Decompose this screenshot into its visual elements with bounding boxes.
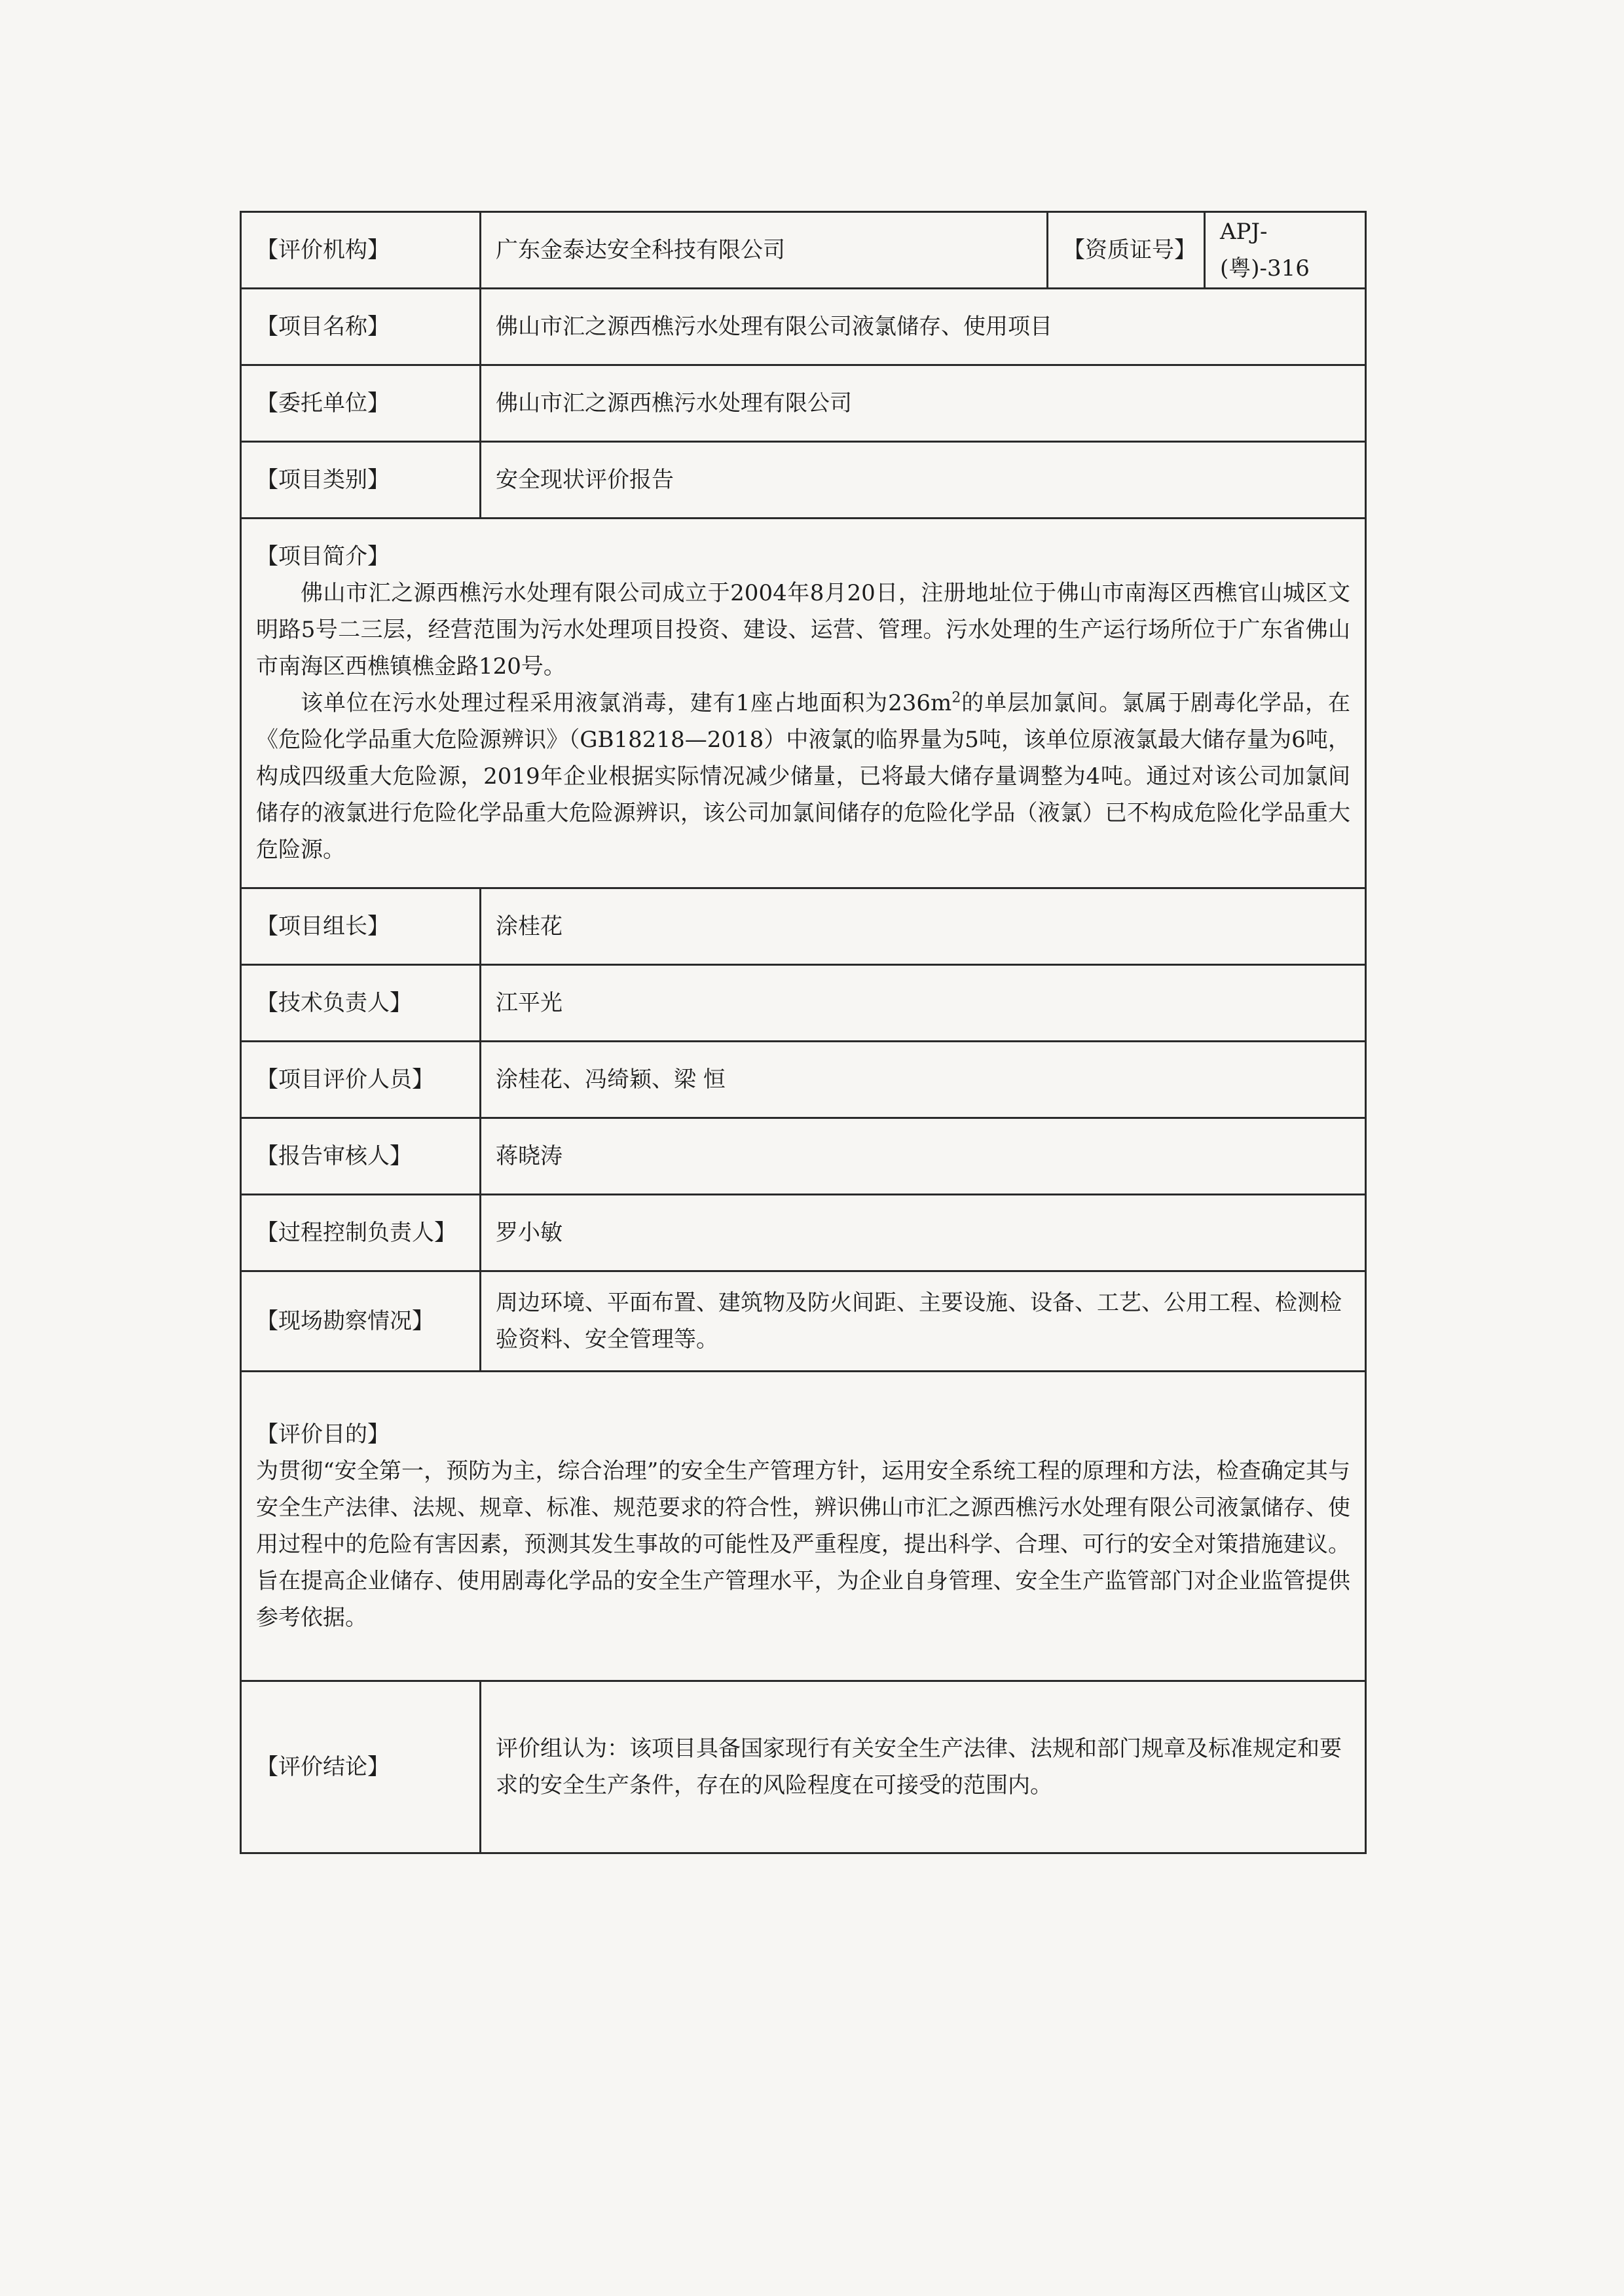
value-technical-lead: 江平光 — [481, 965, 1366, 1042]
row-site-survey — [241, 1271, 1366, 1372]
value-evaluators: 涂桂花、冯绮颖、梁 恒 — [481, 1042, 1366, 1118]
label-client: 【委托单位】 — [241, 365, 481, 442]
label-technical-lead: 【技术负责人】 — [241, 965, 481, 1042]
intro-p2-start: 该单位在污水处理过程采用液氯消毒，建有1座占地面积为236m — [301, 690, 952, 716]
evaluation-purpose-block — [241, 1372, 1366, 1681]
value-client: 佛山市汇之源西樵污水处理有限公司 — [481, 365, 1366, 442]
project-intro-block — [241, 519, 1366, 888]
label-evaluators: 【项目评价人员】 — [241, 1042, 481, 1118]
label-evaluation-org: 【评价机构】 — [241, 212, 481, 289]
label-site-survey: 【现场勘察情况】 — [241, 1271, 481, 1372]
value-project-name: 佛山市汇之源西樵污水处理有限公司液氯储存、使用项目 — [481, 289, 1366, 365]
value-report-reviewer: 蒋晓涛 — [481, 1118, 1366, 1195]
value-site-survey: 周边环境、平面布置、建筑物及防火间距、主要设施、设备、工艺、公用工程、检测检验资料、安全管理等。 — [481, 1271, 1366, 1372]
value-project-category: 安全现状评价报告 — [481, 442, 1366, 519]
project-intro-title: 【项目简介】 — [256, 543, 390, 570]
row-project-leader — [241, 888, 1366, 965]
project-intro-paragraph-1: 佛山市汇之源西樵污水处理有限公司成立于2004年8月20日，注册地址位于佛山市南海区西樵官山城区文明路5号二三层，经营范围为污水处理项目投资、建设、运营、管理。污水处理的生产运行场所位于广东省佛山市南海区西樵镇樵金路120号。 — [256, 580, 1350, 680]
row-evaluation-purpose — [241, 1372, 1366, 1681]
label-project-category: 【项目类别】 — [241, 442, 481, 519]
value-cert-number: APJ-(粤)-316 — [1205, 212, 1366, 289]
evaluation-purpose-text: 为贯彻“安全第一，预防为主，综合治理”的安全生产管理方针，运用安全系统工程的原理和方法，检查确定其与安全生产法律、法规、规章、标准、规范要求的符合性，辨识佛山市汇之源西樵污水处理有限公司液氯储存、使用过程中的危险有害因素，预测其发生事故的可能性及严重程度，提出科学、合理、可行的安全对策措施建议。旨在提高企业储存、使用剧毒化学品的安全生产管理水平，为企业自身管理、安全生产监管部门对企业监管提供参考依据。 — [256, 1458, 1350, 1631]
value-process-control: 罗小敏 — [481, 1195, 1366, 1271]
row-client — [241, 365, 1366, 442]
row-project-name — [241, 289, 1366, 365]
label-process-control: 【过程控制负责人】 — [241, 1195, 481, 1271]
label-project-leader: 【项目组长】 — [241, 888, 481, 965]
label-cert-number: 【资质证号】 — [1048, 212, 1205, 289]
row-evaluation-org — [241, 212, 1366, 289]
label-project-name: 【项目名称】 — [241, 289, 481, 365]
area-superscript: 2 — [951, 689, 961, 706]
row-evaluators — [241, 1042, 1366, 1118]
row-project-intro — [241, 519, 1366, 888]
row-project-category — [241, 442, 1366, 519]
label-evaluation-conclusion: 【评价结论】 — [241, 1681, 481, 1853]
row-report-reviewer — [241, 1118, 1366, 1195]
value-project-leader: 涂桂花 — [481, 888, 1366, 965]
row-process-control — [241, 1195, 1366, 1271]
row-technical-lead — [241, 965, 1366, 1042]
label-report-reviewer: 【报告审核人】 — [241, 1118, 481, 1195]
intro-p2-rest: 的单层加氯间。氯属于剧毒化学品，在《危险化学品重大危险源辨识》（GB18218—2018）中液氯的临界量为5吨，该单位原液氯最大储存量为6吨，构成四级重大危险源，2019年企业根据实际情况减少储量，已将最大储存量调整为4吨。通过对该公司加氯间储存的液氯进行危险化学品重大危险源辨识，该公司加氯间储存的危险化学品（液氯）已不构成危险化学品重大危险源。 — [256, 690, 1351, 863]
value-evaluation-org: 广东金泰达安全科技有限公司 — [481, 212, 1048, 289]
row-evaluation-conclusion — [241, 1681, 1366, 1853]
value-evaluation-conclusion: 评价组认为：该项目具备国家现行有关安全生产法律、法规和部门规章及标准规定和要求的安全生产条件，存在的风险程度在可接受的范围内。 — [481, 1681, 1366, 1853]
project-intro-paragraph-2 — [256, 685, 1350, 868]
evaluation-info-table — [240, 211, 1367, 1854]
evaluation-purpose-title: 【评价目的】 — [256, 1421, 390, 1448]
